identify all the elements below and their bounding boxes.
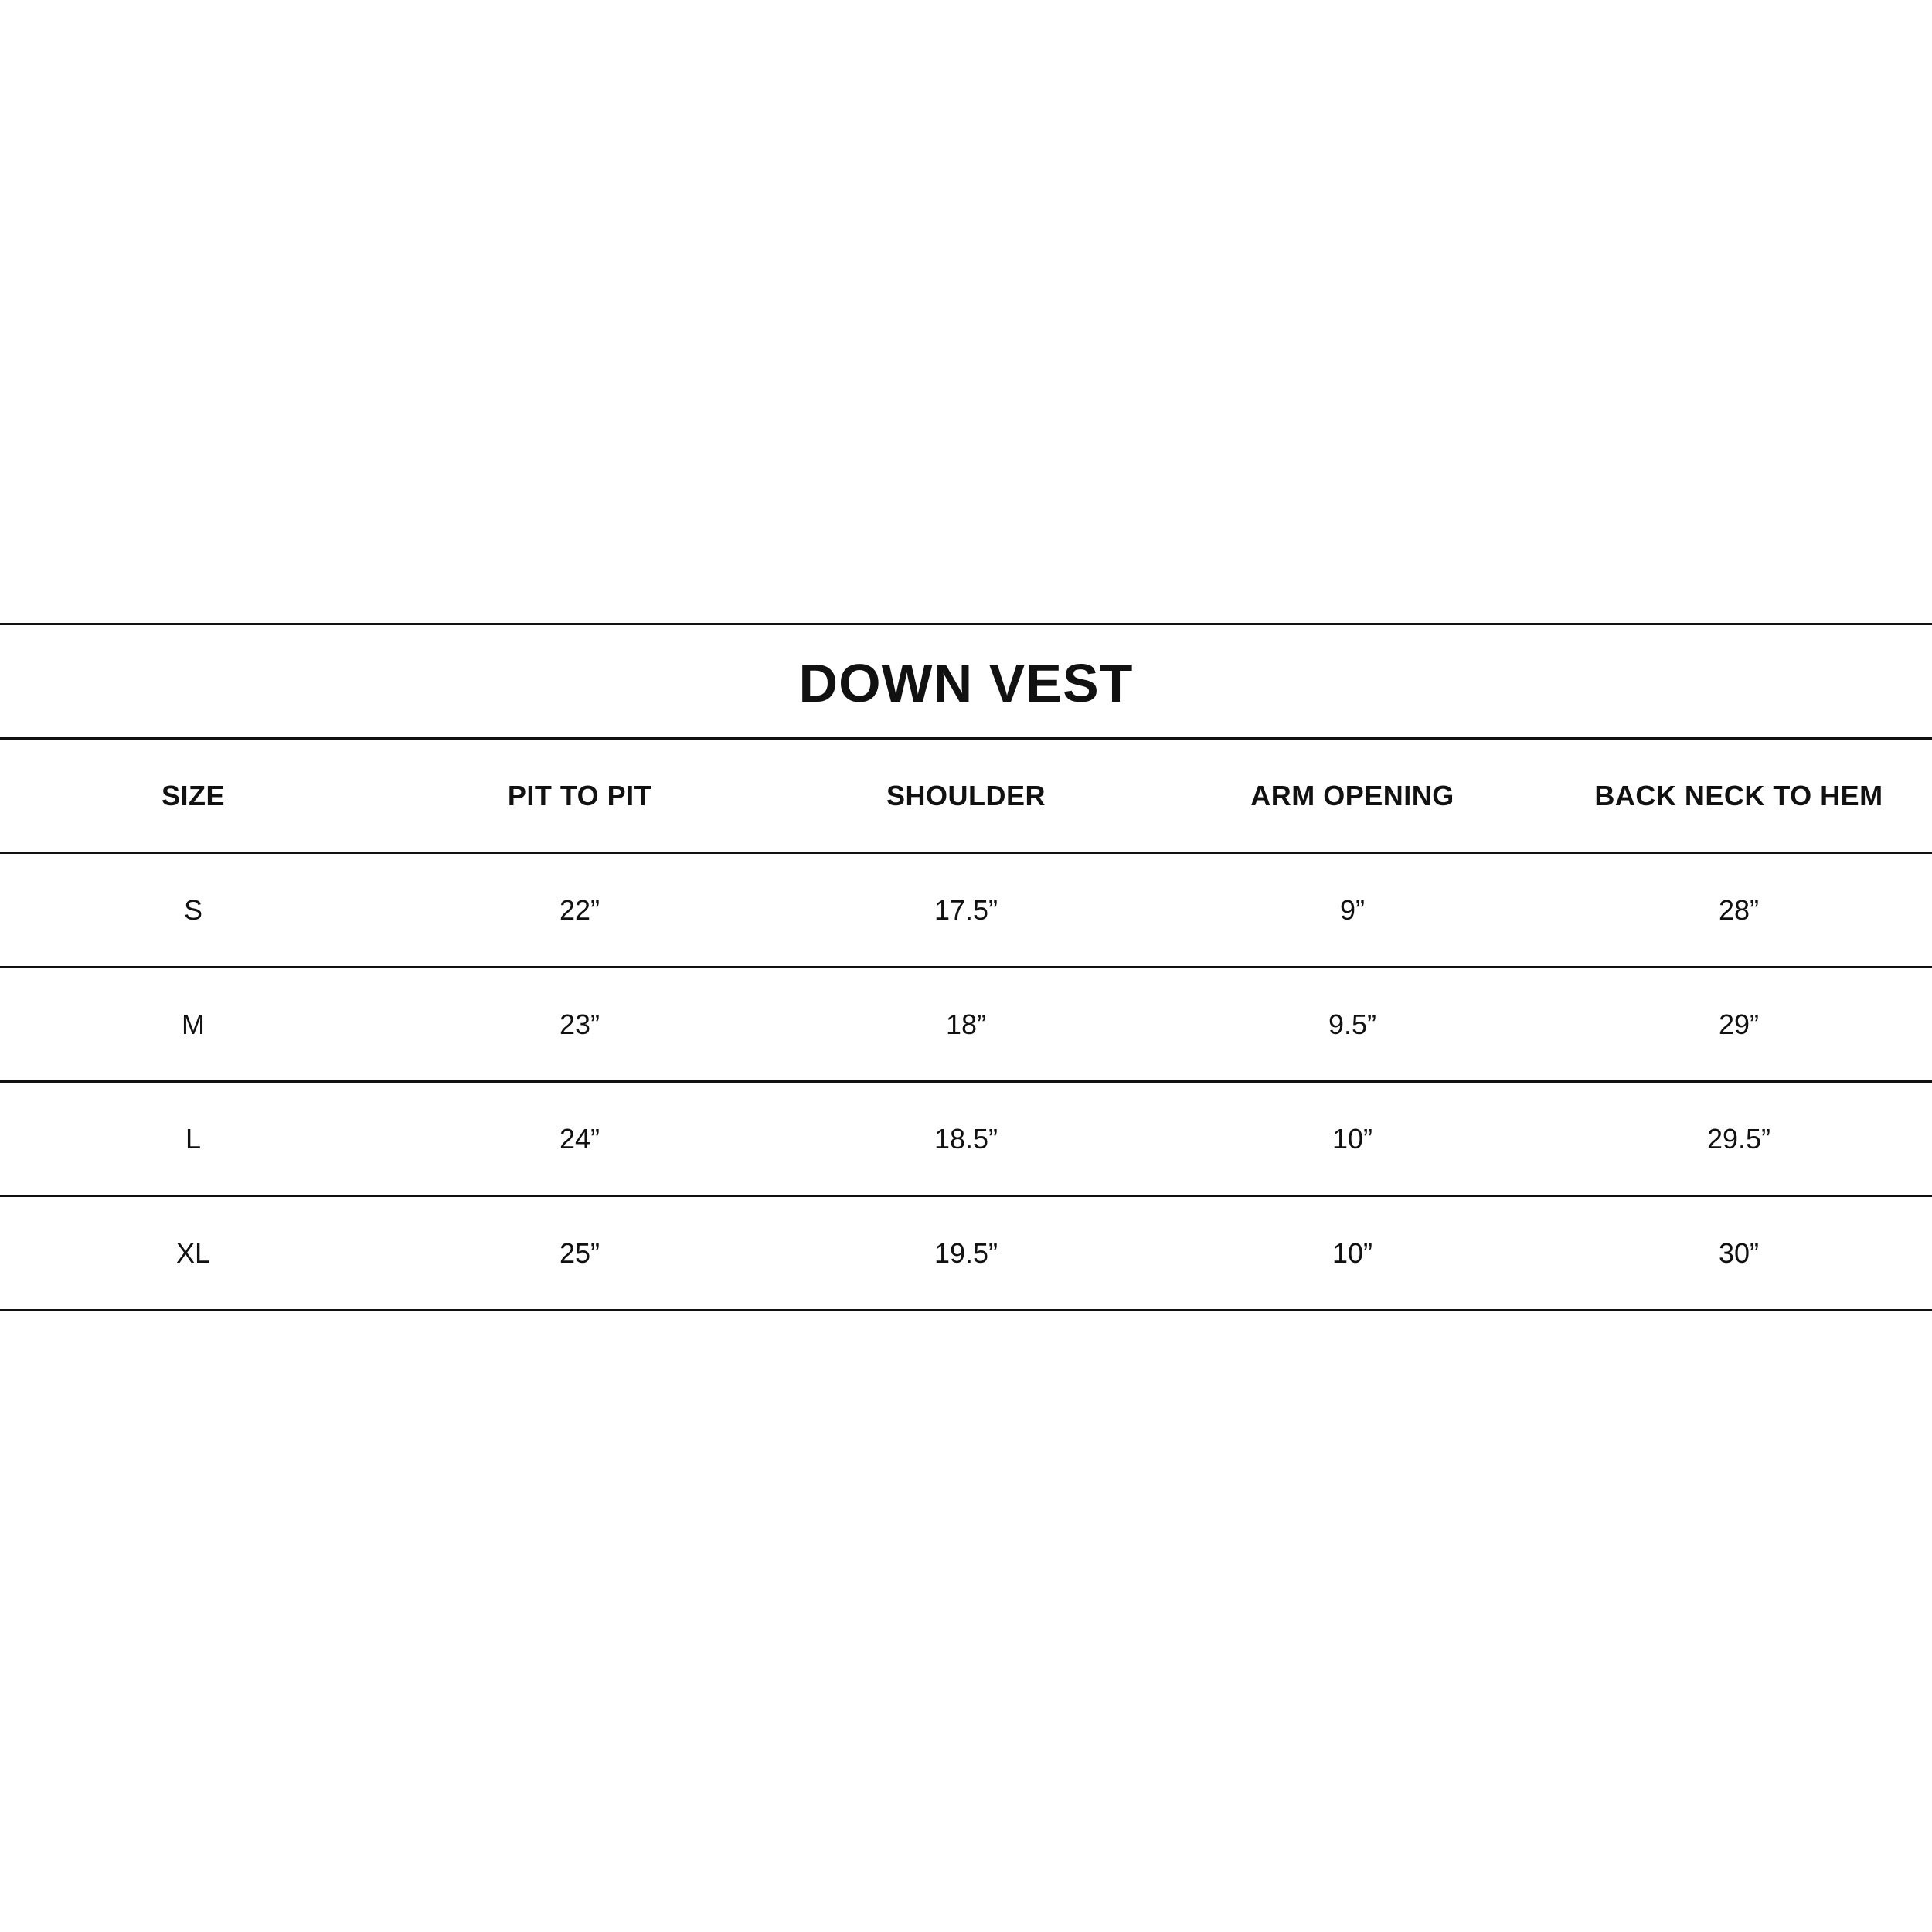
size-chart: [0, 623, 1932, 1311]
chart-title: DOWN VEST: [798, 652, 1134, 713]
size-cell: XL: [175, 1236, 211, 1269]
size-cell: L: [185, 1122, 202, 1155]
back-neck-to-hem-cell: 28”: [1718, 893, 1760, 926]
header-arm-opening: ARM OPENING: [1250, 779, 1454, 811]
arm-opening-cell: 10”: [1332, 1122, 1373, 1155]
size-cell: S: [183, 893, 202, 926]
arm-opening-cell: 9.5”: [1328, 1008, 1377, 1040]
size-cell: M: [182, 1008, 205, 1040]
pit-to-pit-cell: 23”: [559, 1008, 600, 1040]
back-neck-to-hem-cell: 30”: [1718, 1236, 1760, 1269]
shoulder-cell: 18.5”: [934, 1122, 998, 1155]
back-neck-to-hem-cell: 29”: [1718, 1008, 1760, 1040]
table-row: [0, 854, 1932, 966]
back-neck-to-hem-cell: 29.5”: [1706, 1122, 1771, 1155]
arm-opening-cell: 10”: [1332, 1236, 1373, 1269]
table-row: [0, 1083, 1932, 1195]
header-back-neck-to-hem: BACK NECK TO HEM: [1594, 779, 1883, 811]
header-shoulder: SHOULDER: [886, 779, 1046, 811]
shoulder-cell: 17.5”: [934, 893, 998, 926]
header-row: [0, 740, 1932, 852]
title-band: [0, 625, 1932, 737]
bottom-divider: [0, 1309, 1932, 1311]
header-size: SIZE: [161, 779, 225, 811]
shoulder-cell: 18”: [945, 1008, 987, 1040]
pit-to-pit-cell: 24”: [559, 1122, 600, 1155]
table-row: [0, 968, 1932, 1080]
shoulder-cell: 19.5”: [934, 1236, 998, 1269]
header-pit-to-pit: PIT TO PIT: [507, 779, 652, 811]
arm-opening-cell: 9”: [1339, 893, 1365, 926]
pit-to-pit-cell: 22”: [559, 893, 600, 926]
pit-to-pit-cell: 25”: [559, 1236, 600, 1269]
table-row: [0, 1197, 1932, 1309]
